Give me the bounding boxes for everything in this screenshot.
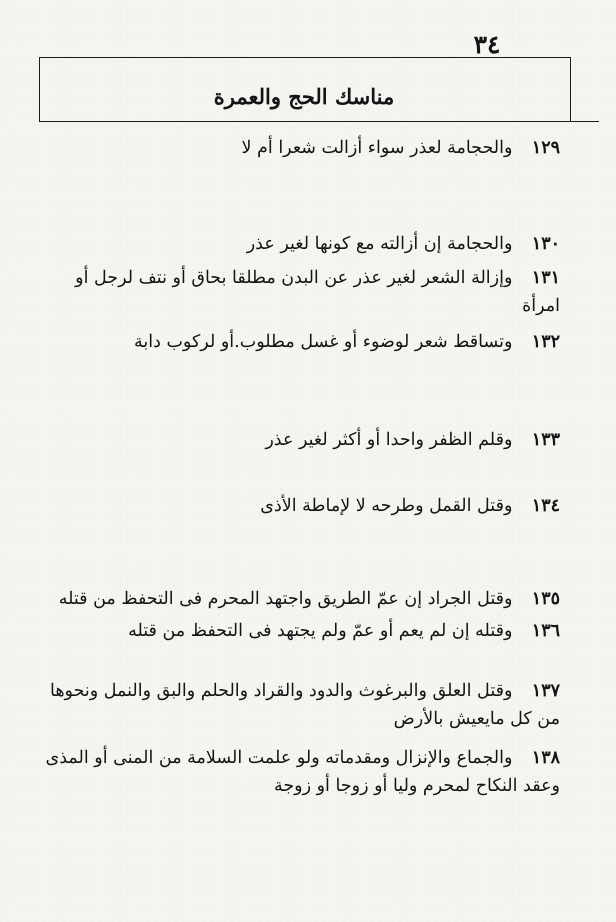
entry-text: وقتل القمل وطرحه لا لإماطة الأذى: [260, 496, 513, 516]
entry-number: ١٣١: [531, 268, 560, 288]
entry-text-line2: من كل مايعيش بالأرض: [393, 709, 560, 729]
entry-138: [46, 744, 560, 800]
entry-text: وتساقط شعر لوضوء أو غسل مطلوب.أو لركوب دابة: [133, 332, 513, 352]
entry-136: [128, 617, 560, 645]
entry-133: [265, 426, 560, 454]
entry-text: والحجامة إن أزالته مع كونها لغير عذر: [246, 234, 513, 254]
entry-text: وقتل الجراد إن عمّ الطريق واجتهد المحرم فى التحفظ من قتله: [58, 589, 513, 609]
entry-number: ١٣٠: [531, 234, 560, 254]
entry-text-line1: وقتل العلق والبرغوث والدود والقراد والحلم والبق والنمل ونحوها: [49, 681, 513, 701]
entry-text: وقتله إن لم يعم أو عمّ ولم يجتهد فى التحفظ من قتله: [128, 621, 513, 641]
entry-text-line1: وإزالة الشعر لغير عذر عن البدن مطلقا بحاق أو نتف لرجل أو: [75, 268, 513, 288]
entry-text: والحجامة لعذر سواء أزالت شعرا أم لا: [241, 138, 513, 158]
entry-text: وقلم الظفر واحدا أو أكثر لغير عذر: [265, 430, 513, 450]
entry-text-line2: امرأة: [522, 296, 560, 316]
entry-number: ١٣٢: [531, 332, 560, 352]
header-divider: [39, 121, 599, 122]
entry-137: [50, 677, 560, 733]
entry-text-line2: وعقد النكاح لمحرم وليا أو زوجا أو زوجة: [273, 776, 560, 796]
entry-number: ١٣٣: [531, 430, 560, 450]
entry-number: ١٢٩: [531, 138, 560, 158]
entry-131: [75, 264, 560, 320]
entry-132: [134, 328, 560, 356]
entry-number: ١٣٨: [531, 748, 560, 768]
entry-number: ١٣٤: [531, 496, 560, 516]
entry-text-line1: والجماع والإنزال ومقدماته ولو علمت السلامة من المنى أو المذى: [45, 748, 513, 768]
entry-130: [247, 230, 560, 258]
entry-135: [59, 585, 560, 613]
entry-129: [242, 134, 560, 162]
entry-number: ١٣٦: [531, 621, 560, 641]
entry-134: [260, 492, 560, 520]
entry-number: ١٣٧: [531, 681, 560, 701]
entry-number: ١٣٥: [531, 589, 560, 609]
page-number: ٣٤: [473, 30, 501, 59]
page-header-title: مناسك الحج والعمرة: [213, 84, 395, 109]
